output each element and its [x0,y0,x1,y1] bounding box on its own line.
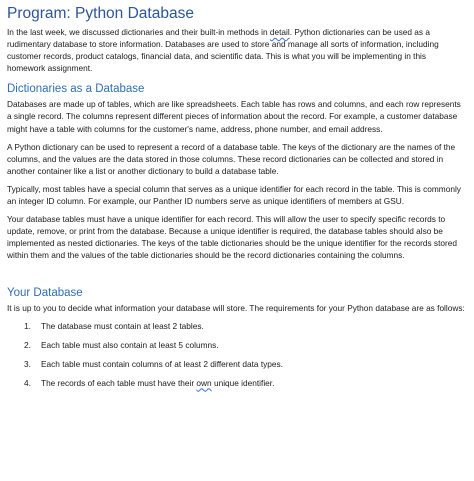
paragraph-requirements-intro: It is up to you to decide what information your database will store. The requirements for your Python database are as follows: [7,302,465,313]
list-item-text: The database must contain at least 2 tables. [41,320,204,331]
list-item [7,358,465,370]
paragraph-tables: Databases are made up of tables, which are like spreadsheets. Each table has rows and columns, and each row represents a single record. The columns represent different pieces of information about the record. For example, a customer database might have a table with columns for the customer's name, address, phone number, and email address. [7,99,461,134]
list-item-number: 2. [24,339,31,350]
page-title: Program: Python Database [7,5,194,22]
list-item-text-after: unique identifier. [211,377,275,388]
section-heading-your-database: Your Database [7,286,83,299]
paragraph-nested-dicts: Your database tables must have a unique identifier for each record. This will allow the user to specify specific records to update, remove, or print from the database. Because a unique identifier is required, the database tables should also be implemented as nested dictionaries. The keys of the table dictionaries should be the unique identifier for the records stored within them and the values of the table dictionaries should be the record dictionaries containing the columns. [7,214,457,261]
list-item-text [41,377,465,389]
list-item [7,320,465,332]
intro-paragraph [7,26,465,74]
paragraph-unique-id: Typically, most tables have a special column that serves as a unique identifier for each record in the table. This is commonly an integer ID column. For example, our Panther ID numbers serve as unique identifiers of members at GSU. [7,183,461,207]
requirements-list [7,320,465,389]
document-page [7,4,465,396]
list-item-text-before: The records of each table must have their [41,377,197,388]
list-item-number: 1. [24,320,31,331]
list-item-number: 3. [24,358,31,369]
paragraph-records: A Python dictionary can be used to represent a record of a database table. The keys of the dictionary are the names of the columns, and the values are the data stored in those columns. These record dictionaries can be collected and stored in another container like a list or another dictionary to build a database table. [7,141,456,176]
list-item-number: 4. [24,377,31,388]
list-item-text: Each table must contain columns of at least 2 different data types. [41,358,283,369]
spellcheck-flagged-word[interactable]: own [196,377,212,388]
spellcheck-flagged-word[interactable]: detail [269,27,290,37]
list-item-text: Each table must also contain at least 5 columns. [41,339,219,350]
list-item [7,339,465,351]
section-heading-dictionaries: Dictionaries as a Database [7,83,145,96]
list-item [7,377,465,389]
intro-text-before: In the last week, we discussed dictionaries and their built-in methods in [7,27,270,37]
intro-text-after: . Python dictionaries can be used as a rudimentary database to store information. Databases are used to store and manage all sorts of information, including customer records, product catalogs, financial data, and scientific data. This is what you will be implementing in this homework assignment. [7,27,439,74]
